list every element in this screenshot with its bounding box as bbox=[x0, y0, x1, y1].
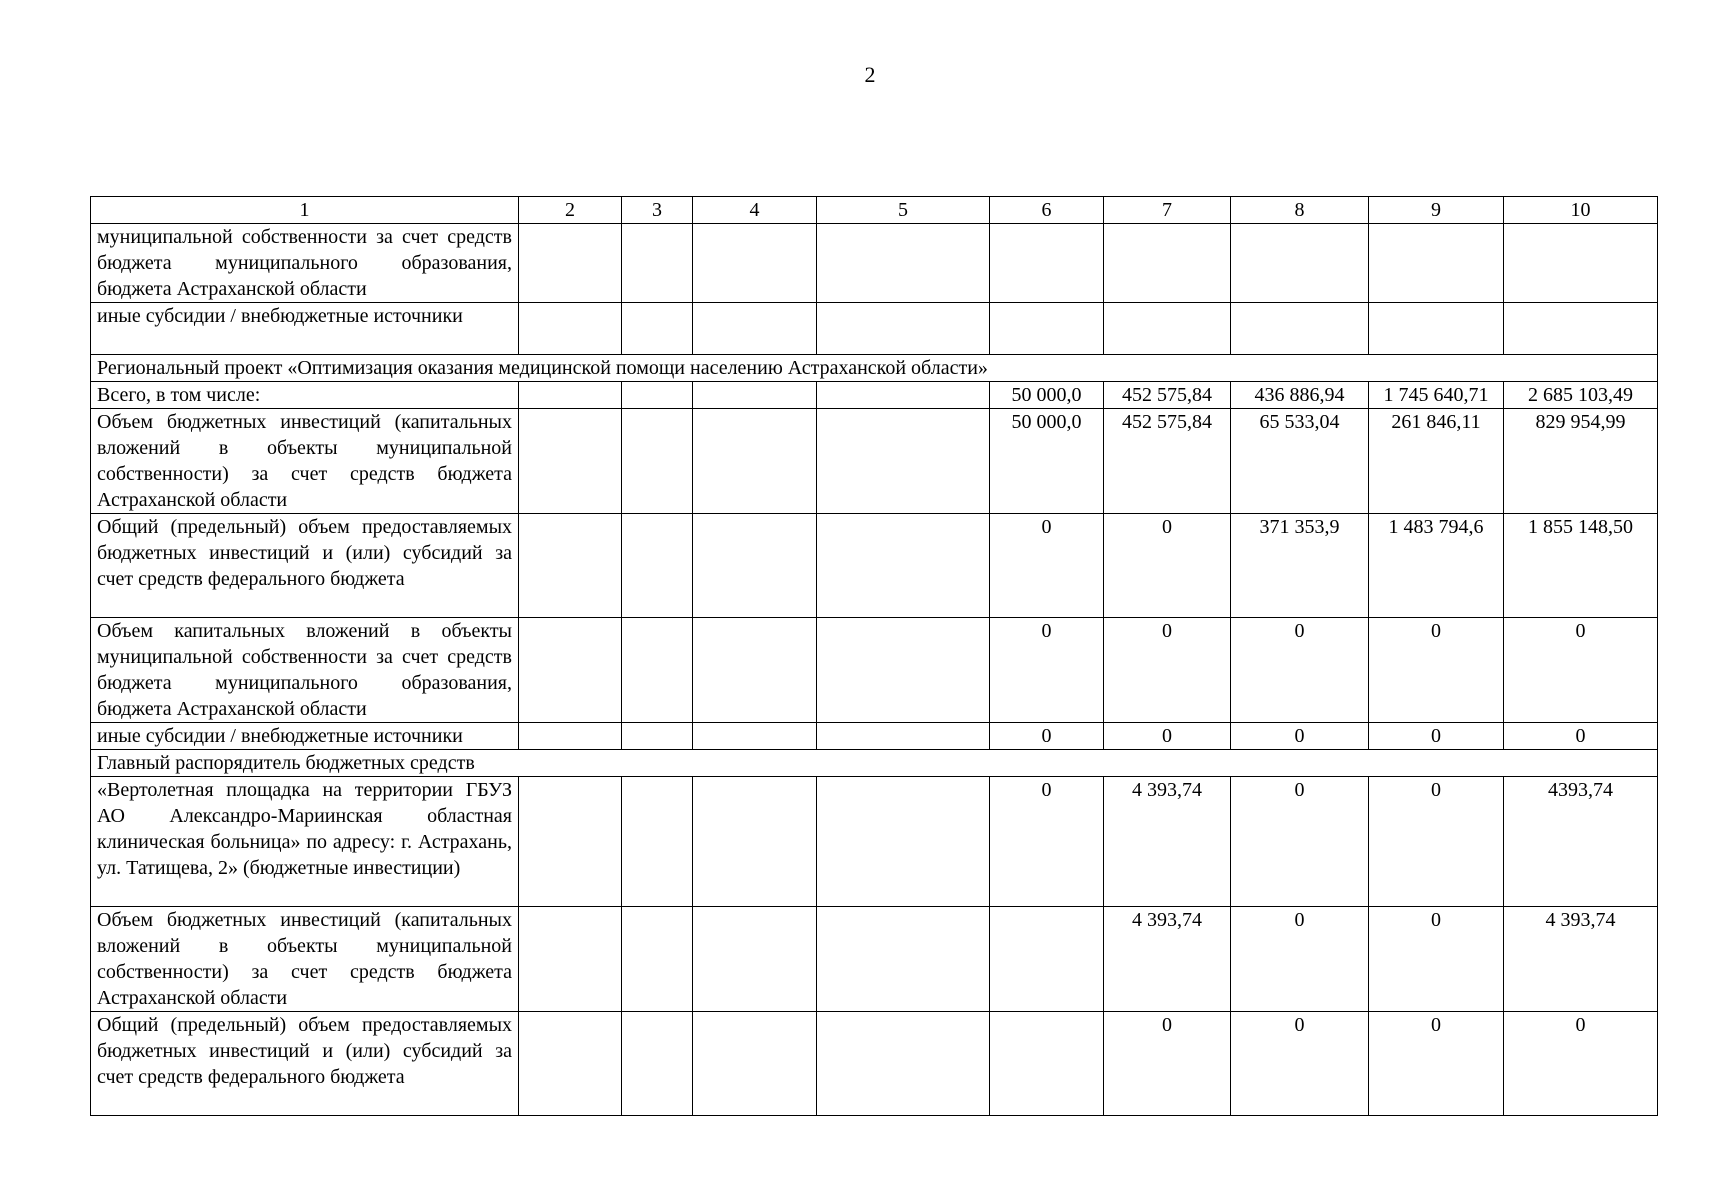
value-cell bbox=[1231, 224, 1369, 303]
empty-cell bbox=[817, 777, 990, 907]
value-cell: 0 bbox=[1231, 777, 1369, 907]
value-cell: 0 bbox=[1369, 618, 1504, 723]
value-cell: 452 575,84 bbox=[1104, 382, 1231, 409]
empty-cell bbox=[519, 723, 622, 750]
empty-cell bbox=[693, 224, 817, 303]
empty-cell bbox=[622, 382, 693, 409]
value-cell bbox=[1104, 303, 1231, 355]
value-cell: 0 bbox=[990, 777, 1104, 907]
value-cell: 4 393,74 bbox=[1104, 777, 1231, 907]
column-header: 8 bbox=[1231, 197, 1369, 224]
empty-cell bbox=[622, 303, 693, 355]
value-cell: 0 bbox=[1104, 1012, 1231, 1116]
empty-cell bbox=[817, 303, 990, 355]
table-row bbox=[91, 618, 1658, 723]
empty-cell bbox=[693, 514, 817, 618]
value-cell bbox=[1231, 303, 1369, 355]
value-cell bbox=[1504, 303, 1658, 355]
empty-cell bbox=[817, 723, 990, 750]
value-cell: 0 bbox=[1369, 907, 1504, 1012]
value-cell: 0 bbox=[1504, 618, 1658, 723]
empty-cell bbox=[693, 382, 817, 409]
empty-cell bbox=[519, 1012, 622, 1116]
value-cell: 0 bbox=[1369, 777, 1504, 907]
empty-cell bbox=[817, 382, 990, 409]
value-cell: 371 353,9 bbox=[1231, 514, 1369, 618]
empty-cell bbox=[693, 409, 817, 514]
value-cell bbox=[990, 303, 1104, 355]
empty-cell bbox=[817, 907, 990, 1012]
value-cell: 0 bbox=[1369, 1012, 1504, 1116]
empty-cell bbox=[817, 514, 990, 618]
column-header: 10 bbox=[1504, 197, 1658, 224]
section-row bbox=[91, 750, 1658, 777]
value-cell bbox=[990, 1012, 1104, 1116]
value-cell: 0 bbox=[1104, 514, 1231, 618]
section-title: Региональный проект «Оптимизация оказания медицинской помощи населению Астраханской области» bbox=[91, 355, 1658, 382]
column-header: 5 bbox=[817, 197, 990, 224]
value-cell: 452 575,84 bbox=[1104, 409, 1231, 514]
empty-cell bbox=[519, 382, 622, 409]
empty-cell bbox=[622, 618, 693, 723]
budget-table bbox=[90, 196, 1658, 1116]
column-header: 2 bbox=[519, 197, 622, 224]
row-label: иные субсидии / внебюджетные источники bbox=[91, 723, 519, 750]
row-label: Объем капитальных вложений в объекты муниципальной собственности за счет средств бюджета муниципального образования, бюджета Астраханской области bbox=[91, 618, 519, 723]
empty-cell bbox=[622, 723, 693, 750]
value-cell: 0 bbox=[990, 514, 1104, 618]
value-cell: 1 483 794,6 bbox=[1369, 514, 1504, 618]
value-cell bbox=[1104, 224, 1231, 303]
empty-cell bbox=[817, 1012, 990, 1116]
row-label: Общий (предельный) объем предоставляемых бюджетных инвестиций и (или) субсидий за счет средств федерального бюджета bbox=[91, 514, 519, 618]
value-cell: 65 533,04 bbox=[1231, 409, 1369, 514]
row-label: иные субсидии / внебюджетные источники bbox=[91, 303, 519, 355]
value-cell: 0 bbox=[1104, 723, 1231, 750]
row-label: муниципальной собственности за счет средств бюджета муниципального образования, бюджета Астраханской области bbox=[91, 224, 519, 303]
table-row bbox=[91, 907, 1658, 1012]
empty-cell bbox=[693, 777, 817, 907]
value-cell: 50 000,0 bbox=[990, 409, 1104, 514]
value-cell: 261 846,11 bbox=[1369, 409, 1504, 514]
empty-cell bbox=[622, 514, 693, 618]
empty-cell bbox=[622, 907, 693, 1012]
empty-cell bbox=[519, 777, 622, 907]
empty-cell bbox=[817, 409, 990, 514]
value-cell: 0 bbox=[990, 618, 1104, 723]
value-cell bbox=[990, 907, 1104, 1012]
empty-cell bbox=[622, 1012, 693, 1116]
value-cell: 2 685 103,49 bbox=[1504, 382, 1658, 409]
empty-cell bbox=[693, 303, 817, 355]
empty-cell bbox=[519, 618, 622, 723]
column-header: 7 bbox=[1104, 197, 1231, 224]
value-cell: 50 000,0 bbox=[990, 382, 1104, 409]
table-row bbox=[91, 409, 1658, 514]
table-row bbox=[91, 224, 1658, 303]
column-header: 6 bbox=[990, 197, 1104, 224]
row-label: Всего, в том числе: bbox=[91, 382, 519, 409]
value-cell: 0 bbox=[1369, 723, 1504, 750]
table-row bbox=[91, 382, 1658, 409]
value-cell: 1 745 640,71 bbox=[1369, 382, 1504, 409]
empty-cell bbox=[519, 514, 622, 618]
section-row bbox=[91, 355, 1658, 382]
table-header-row bbox=[91, 197, 1658, 224]
empty-cell bbox=[693, 907, 817, 1012]
value-cell: 0 bbox=[1231, 723, 1369, 750]
value-cell: 1 855 148,50 bbox=[1504, 514, 1658, 618]
value-cell: 4 393,74 bbox=[1504, 907, 1658, 1012]
table-row bbox=[91, 723, 1658, 750]
row-label: «Вертолетная площадка на территории ГБУЗ АО Александро-Мариинская областная клиническая больница» по адресу: г. Астрахань, ул. Татищева, 2» (бюджетные инвестиции) bbox=[91, 777, 519, 907]
value-cell: 4 393,74 bbox=[1104, 907, 1231, 1012]
empty-cell bbox=[622, 409, 693, 514]
value-cell: 0 bbox=[990, 723, 1104, 750]
empty-cell bbox=[519, 409, 622, 514]
column-header: 1 bbox=[91, 197, 519, 224]
empty-cell bbox=[622, 777, 693, 907]
table-row bbox=[91, 514, 1658, 618]
value-cell: 0 bbox=[1504, 723, 1658, 750]
empty-cell bbox=[519, 224, 622, 303]
empty-cell bbox=[817, 224, 990, 303]
column-header: 9 bbox=[1369, 197, 1504, 224]
value-cell: 829 954,99 bbox=[1504, 409, 1658, 514]
value-cell: 0 bbox=[1504, 1012, 1658, 1116]
row-label: Объем бюджетных инвестиций (капитальных вложений в объекты муниципальной собственности) за счет средств бюджета Астраханской области bbox=[91, 409, 519, 514]
empty-cell bbox=[817, 618, 990, 723]
empty-cell bbox=[622, 224, 693, 303]
empty-cell bbox=[519, 303, 622, 355]
value-cell: 0 bbox=[1231, 907, 1369, 1012]
empty-cell bbox=[693, 1012, 817, 1116]
empty-cell bbox=[693, 723, 817, 750]
row-label: Объем бюджетных инвестиций (капитальных вложений в объекты муниципальной собственности) за счет средств бюджета Астраханской области bbox=[91, 907, 519, 1012]
page-number: 2 bbox=[864, 62, 876, 87]
value-cell: 0 bbox=[1104, 618, 1231, 723]
row-label: Общий (предельный) объем предоставляемых бюджетных инвестиций и (или) субсидий за счет средств федерального бюджета bbox=[91, 1012, 519, 1116]
empty-cell bbox=[693, 618, 817, 723]
value-cell: 4393,74 bbox=[1504, 777, 1658, 907]
column-header: 3 bbox=[622, 197, 693, 224]
value-cell bbox=[990, 224, 1104, 303]
section-title: Главный распорядитель бюджетных средств bbox=[91, 750, 1658, 777]
value-cell: 0 bbox=[1231, 1012, 1369, 1116]
table-row bbox=[91, 777, 1658, 907]
value-cell bbox=[1369, 303, 1504, 355]
column-header: 4 bbox=[693, 197, 817, 224]
value-cell bbox=[1504, 224, 1658, 303]
value-cell bbox=[1369, 224, 1504, 303]
empty-cell bbox=[519, 907, 622, 1012]
value-cell: 0 bbox=[1231, 618, 1369, 723]
table-row bbox=[91, 303, 1658, 355]
value-cell: 436 886,94 bbox=[1231, 382, 1369, 409]
table-row bbox=[91, 1012, 1658, 1116]
